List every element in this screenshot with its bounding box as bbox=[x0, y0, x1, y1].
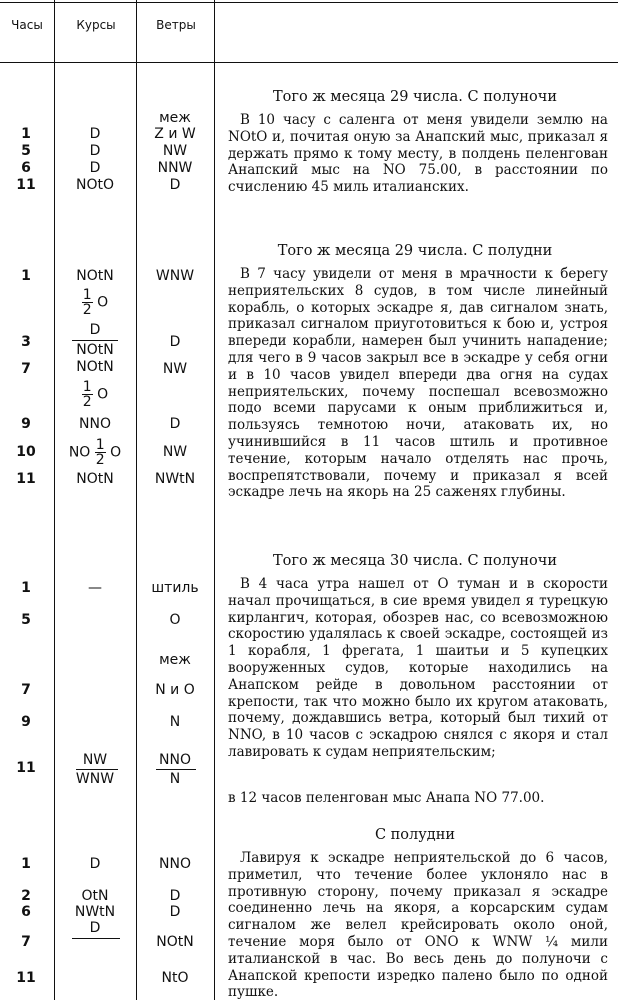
course-cell: NNO bbox=[79, 416, 111, 432]
course-cell: NOtN bbox=[76, 268, 114, 284]
wind-cell: меж bbox=[159, 110, 191, 126]
course-cell: NOtN bbox=[76, 471, 114, 487]
hour-cell: 11 bbox=[16, 471, 36, 487]
course-cell: — bbox=[88, 580, 102, 596]
course-cell: NWtN bbox=[74, 904, 116, 920]
hour-cell: 7 bbox=[21, 682, 31, 698]
course-cell: D bbox=[89, 322, 101, 338]
fraction: $\frac{1}{2}$ bbox=[82, 287, 92, 318]
wind-cell: NtO bbox=[161, 970, 189, 986]
hour-cell: 9 bbox=[21, 416, 31, 432]
wind-cell: NNW bbox=[157, 160, 193, 176]
hour-cell: 2 bbox=[21, 888, 31, 904]
course-cell: WNW bbox=[75, 771, 115, 787]
header-hours: Часы bbox=[11, 18, 43, 32]
header-winds: Ветры bbox=[156, 18, 196, 32]
hour-cell: 11 bbox=[16, 177, 36, 193]
wind-cell: D bbox=[169, 177, 181, 193]
wind-cell: NW bbox=[162, 361, 188, 377]
course-cell: D bbox=[89, 920, 101, 936]
wind-cell: NNO bbox=[159, 752, 191, 768]
fraction-bar bbox=[156, 769, 196, 770]
wind-cell: NW bbox=[162, 444, 188, 460]
wind-cell: D bbox=[169, 416, 181, 432]
hour-cell: 3 bbox=[21, 334, 31, 350]
log-entry-text: В 4 часа утра нашел от О туман и в скорости начал прочищаться, в сие время увидел я турецкую кирлангич, которая, обозрев нас, со всевозможною скоростию удалялась к своей эскадре, состоящей из 1 корабля, 1 фрегата, 1 шаитьи и 5 купецких вооруженных судов, которые находились на Анапском рейде в довольном расстоянии от крепости, так что можно было их кругом атаковать, почему, дождавшись ветра, который был тихий от NNO, в 10 часов с эскадрою снялся с якоря и стал лавировать к судам неприятельским; bbox=[228, 576, 608, 760]
wind-cell: O bbox=[169, 612, 181, 628]
fraction-bar bbox=[76, 769, 118, 770]
log-entry-text: Лавируя к эскадре неприятельской до 6 часов, приметил, что течение более уклоняло нас в противную сторону, почему приказал я эскадре соединенно лечь на якоря, а корсарским судам сигналом же велел крейсировать около оной, течение моря было от ONO к WNW ¼ мили италианской в час. Во весь день до полуночи с Анапской крепости изредко палено было по одной пушке. bbox=[228, 850, 608, 1001]
header-rule bbox=[0, 62, 618, 63]
column-divider-2 bbox=[136, 0, 137, 1000]
hour-cell: 6 bbox=[21, 160, 31, 176]
wind-cell: D bbox=[169, 334, 181, 350]
wind-cell: Z и W bbox=[154, 126, 196, 142]
wind-cell: NNO bbox=[159, 856, 191, 872]
wind-cell: NOtN bbox=[156, 934, 194, 950]
wind-cell: NWtN bbox=[154, 471, 196, 487]
hour-cell: 7 bbox=[21, 361, 31, 377]
hour-cell: 1 bbox=[21, 126, 31, 142]
course-cell: OtN bbox=[81, 888, 109, 904]
course-cell: D bbox=[89, 160, 101, 176]
wind-cell: D bbox=[169, 904, 181, 920]
course-cell: D bbox=[89, 126, 101, 142]
wind-cell: N и O bbox=[155, 682, 195, 698]
section-title: Того ж месяца 29 числа. С полуночи bbox=[273, 89, 557, 105]
hour-cell: 11 bbox=[16, 970, 36, 986]
wind-cell: WNW bbox=[155, 268, 195, 284]
hour-cell: 7 bbox=[21, 934, 31, 950]
course-cell: NOtO bbox=[75, 177, 114, 193]
log-entry-text: В 10 часу с саленга от меня увидели землю на NOtO и, почитая оную за Анапский мыс, приказал я держать прямо к тому месту, в полдень пеленгован Анапский мыс на NO 75.00, в расстоянии по счислению 45 миль италианских. bbox=[228, 112, 608, 196]
hour-cell: 1 bbox=[21, 580, 31, 596]
wind-cell: меж bbox=[159, 652, 191, 668]
section-title: Того ж месяца 29 числа. С полудни bbox=[277, 243, 553, 259]
fraction: $\frac{1}{2}$ bbox=[82, 379, 92, 410]
hour-cell: 1 bbox=[21, 268, 31, 284]
course-fraction: NO $\frac{1}{2}$ O bbox=[68, 437, 122, 468]
course-cell: NOtN bbox=[76, 359, 114, 375]
section-title: Того ж месяца 30 числа. С полуночи bbox=[273, 553, 557, 569]
hour-cell: 11 bbox=[16, 760, 36, 776]
fraction-bar bbox=[72, 340, 118, 341]
wind-cell: NW bbox=[162, 143, 188, 159]
wind-cell: штиль bbox=[151, 580, 199, 596]
course-fraction bbox=[56, 288, 134, 317]
fraction-bar bbox=[72, 938, 120, 939]
hour-cell: 6 bbox=[21, 904, 31, 920]
fraction-tail: O bbox=[97, 294, 109, 311]
column-divider-3 bbox=[214, 0, 215, 1000]
header-courses: Курсы bbox=[76, 18, 116, 32]
section-title: С полудни bbox=[374, 827, 456, 843]
course-cell: D bbox=[89, 856, 101, 872]
top-rule bbox=[0, 2, 618, 3]
wind-cell: D bbox=[169, 888, 181, 904]
hour-cell: 5 bbox=[21, 612, 31, 628]
fraction-tail: O bbox=[97, 386, 109, 403]
hour-cell: 9 bbox=[21, 714, 31, 730]
course-cell: D bbox=[89, 143, 101, 159]
log-entry-text: В 7 часу увидели от меня в мрачности к берегу неприятельских 8 судов, в том числе линейный корабль, о которых эскадре я, дав сигналом знать, приказал сигналом приуготовиться к бою и, устроя впереди корабли, намерен был учинить нападение; для чего в 9 часов закрыл все в эскадре у себя огни и в 10 часов увидел впереди два огня на судах неприятельских, почему поспешал всевозможно подо всеми парусами к оным приближиться и, пользуясь темнотою ночи, атаковать их, но учинившийся в 11 часов штиль и противное течение, которым начало отделять нас прочь, воспрепятствовали, почему и приказал я всей эскадре лечь на якорь на 25 саженях глубины. bbox=[228, 266, 608, 501]
fraction: $\frac{1}{2}$ bbox=[95, 437, 105, 468]
log-entry-text: в 12 часов пеленгован мыс Анапа NO 77.00. bbox=[228, 790, 545, 806]
course-cell: NOtN bbox=[76, 342, 114, 358]
course-cell: NW bbox=[82, 752, 108, 768]
hour-cell: 5 bbox=[21, 143, 31, 159]
wind-cell: N bbox=[169, 771, 181, 787]
wind-cell: N bbox=[169, 714, 181, 730]
column-divider-1 bbox=[54, 0, 55, 1000]
hour-cell: 10 bbox=[16, 444, 36, 460]
hour-cell: 1 bbox=[21, 856, 31, 872]
course-fraction bbox=[56, 380, 134, 409]
